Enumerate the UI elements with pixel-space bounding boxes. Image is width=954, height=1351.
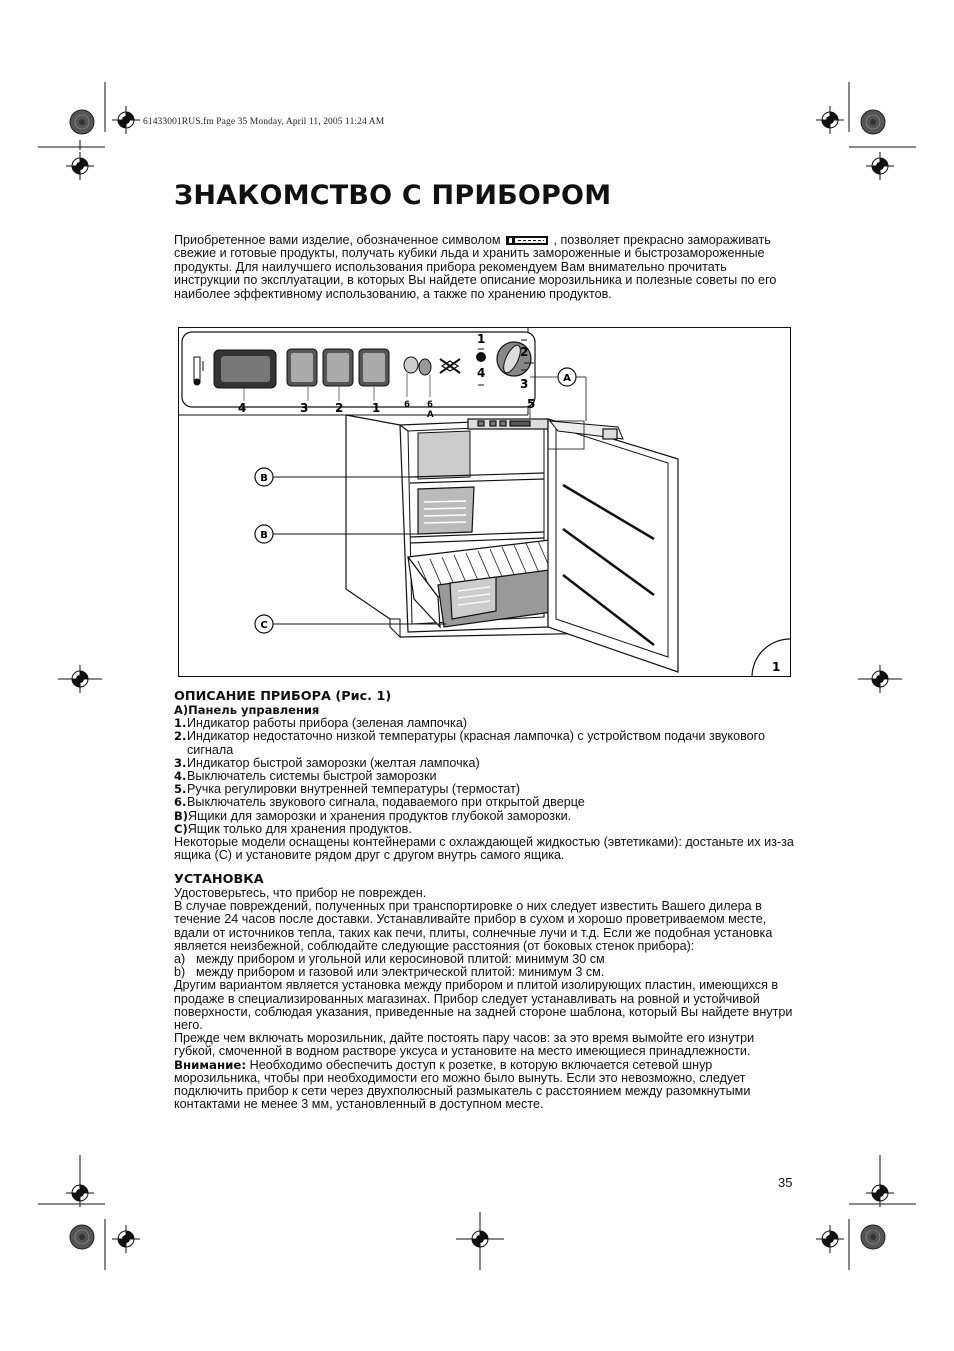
intro-text-end: , позволяет прекрасно замораживать свежие и готовые продукты, получать кубики льда и хранить замороженные и быстрозамороженные продукты. Для наилучшего использования прибора рекомендуем Вам внимательно прочитать инструкции по эксплуатации, в которых Вы найдете описание морозильника и полезные советы по его наиболее эффективному использованию, а также по хранению продуктов. [174,233,777,301]
panel-label-4: 4 [238,401,247,415]
intro-text-start: Приобретенное вами изделие, обозначенное символом [174,233,501,247]
callout-b-upper [255,468,273,486]
installation-section [174,872,794,1111]
figure-number: 1 [772,660,781,674]
list-item: a) между прибором и угольной или керосиновой плитой: минимум 30 см [174,952,605,967]
list-item: 5. Ручка регулировки внутренней температуры (термостат) [174,782,521,797]
panel-label-6a: 6 [404,400,410,410]
list-item: 2. Индикатор недостаточно низкой температуры (красная лампочка) с устройством подачи звукового сигнала [174,729,765,757]
list-item: 6. Выключатель звукового сигнала, подаваемого при открытой дверце [174,795,585,810]
print-header: 61433001RUS.fm Page 35 Monday, April 11, 2005 11:24 AM [143,117,385,127]
warning-text: Необходимо обеспечить доступ к розетке, в которую включается сетевой шнур морозильника, чтобы при необходимости его можно было вынуть. Если это невозможно, следует подключить прибор к сети через двухполюсный размыкатель с расстоянием между разомкнутыми контактами не менее 3 мм, установленный в доступном месте. [174,1057,751,1112]
svg-text:B: B [260,530,268,541]
installation-paragraph: Прежде чем включать морозильник, дайте постоять пару часов: за это время вымойте его изнутри губкой, смоченной в водном растворе уксуса и установите на место имеющиеся принадлежности. [174,1031,755,1059]
warning-label: Внимание: [174,1057,247,1072]
installation-heading: УСТАНОВКА [174,872,264,887]
panel-label-a: A [427,410,434,420]
list-item: 3. Индикатор быстрой заморозки (желтая лампочка) [174,755,480,770]
description-heading: ОПИСАНИЕ ПРИБОРА (Рис. 1) [174,689,392,704]
installation-paragraph: В случае повреждений, полученных при транспортировке о них следует известить Вашего дилера в течение 24 часов после доставки. Устанавливайте прибор в сухом и хорошо проветриваемом месте, вдали от источников тепла, таких как печи, плиты, солнечные лучи и т.д. Если же подобная установка является неизбежной, соблюдайте следующие расстояния (от боковых стенок прибора): [174,899,773,953]
callout-a [558,368,576,386]
list-item: B) Ящики для заморозки и хранения продуктов глубокой заморозки. [174,808,572,823]
callout-c [255,615,273,633]
installation-paragraph: Другим вариантом является установка между прибором и плитой изолирующих пластин, имеющихся в продаже в специализированных магазинах. Прибор следует устанавливать на ровной и устойчивой поверхности, соблюдая указания, приведенные на задней стороне шаблона, который Вы найдете внутри него. [174,978,793,1033]
list-item: 4. Выключатель системы быстрой заморозки [174,769,437,784]
list-item: 1. Индикатор работы прибора (зеленая лампочка) [174,716,468,731]
appliance-figure [178,327,792,678]
dial-label-4: 4 [477,366,486,380]
eutectic-note: Некоторые модели оснащены контейнерами с охлаждающей жидкостью (эвтетиками): достаньте их из-за ящика (C) и установите рядом друг с другом внутрь самого ящика. [174,835,794,863]
installation-paragraph: Удостоверьтесь, что прибор не поврежден. [174,886,427,900]
dial-label-3: 3 [520,377,529,391]
callout-b-lower [255,525,273,543]
panel-label-6b: 6 [427,400,433,410]
list-item: C) Ящик только для хранения продуктов. [174,821,412,836]
svg-text:B: B [260,473,268,484]
svg-text:A: A [563,373,571,384]
intro-paragraph [174,234,794,301]
dial-label-5: 5 [527,397,536,411]
control-panel-subheading: A)Панель управления [174,703,320,717]
svg-text:C: C [260,620,268,631]
dial-label-2: 2 [520,345,529,359]
description-section [174,689,794,862]
freezer-symbol-icon [506,235,548,244]
dial-label-1: 1 [477,332,486,346]
page-number: 35 [778,1175,793,1190]
panel-label-1: 1 [372,401,381,415]
warning-paragraph [174,1059,794,1112]
list-item: b) между прибором и газовой или электрической плитой: минимум 3 см. [174,965,605,980]
panel-label-2: 2 [335,401,344,415]
panel-label-3: 3 [300,401,309,415]
page-title: ЗНАКОМСТВО С ПРИБОРОМ [174,180,612,211]
